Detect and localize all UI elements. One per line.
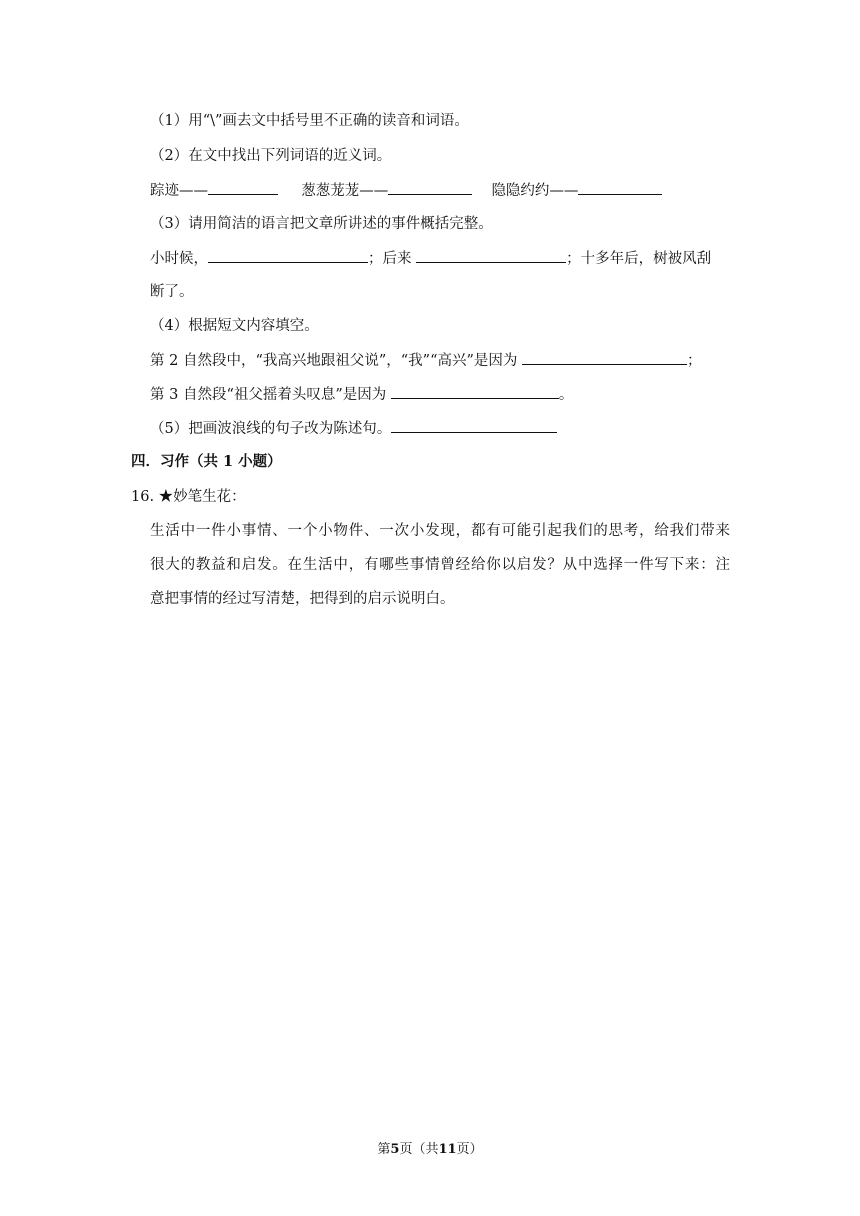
answer-blank[interactable] [208,248,368,263]
word-1: 踪迹—— [150,183,208,199]
answer-blank[interactable] [391,384,559,399]
answer-blank[interactable] [208,180,278,195]
page-number: 5 [390,1142,400,1157]
q3-text: ；十多年后，树被风刮 [566,251,712,267]
word-3: 隐隐约约—— [491,183,579,199]
answer-blank[interactable] [391,418,557,433]
answer-blank[interactable] [416,248,566,263]
question-3-end: 断了。 [150,284,194,300]
q4-text: 。 [558,387,574,403]
question-2: （2）在文中找出下列词语的近义词。 [150,148,392,164]
item-title: ★妙笔生花： [158,489,246,505]
section-heading: 四．习作（共 1 小题） [131,453,282,470]
question-4: （4）根据短文内容填空。 [150,318,319,334]
footer-text: 第 [377,1142,391,1157]
answer-blank[interactable] [522,350,687,365]
page-footer [0,1138,860,1157]
item-16 [131,487,246,507]
question-5 [150,418,557,439]
footer-text: 页（共 [399,1142,439,1157]
answer-blank[interactable] [388,180,472,195]
prompt-line: 生活中一件小事情、一个小物件、一次小发现，都有可能引起我们的思考，给我们带来 [150,523,730,539]
q5-text: （5）把画波浪线的句子改为陈述句。 [150,421,392,437]
page-total: 11 [438,1142,457,1157]
question-4-line-b [150,384,573,405]
q4-text: ； [687,353,702,369]
item-number: 16. [131,489,155,505]
question-2-words [150,180,662,201]
question-4-line-a [150,350,702,371]
q4-text: 第 3 自然段“祖父摇着头叹息”是因为 [150,387,387,403]
question-3: （3）请用简洁的语言把文章所讲述的事件概括完整。 [150,216,493,232]
q4-text: 第 2 自然段中，“我高兴地跟祖父说”，“我”“高兴”是因为 [150,353,518,369]
answer-blank[interactable] [578,180,662,195]
word-2: 葱葱茏茏—— [301,183,389,199]
question-1: （1）用“\”画去文中括号里不正确的读音和词语。 [150,113,469,129]
question-3-line [150,248,711,269]
q3-text: ；后来 [368,251,412,267]
footer-text: 页） [456,1142,483,1157]
q3-text: 小时候， [150,251,208,267]
prompt-line: 很大的教益和启发。在生活中，有哪些事情曾经给你以启发？从中选择一件写下来：注 [150,557,730,573]
prompt-line: 意把事情的经过写清楚，把得到的启示说明白。 [150,591,455,607]
